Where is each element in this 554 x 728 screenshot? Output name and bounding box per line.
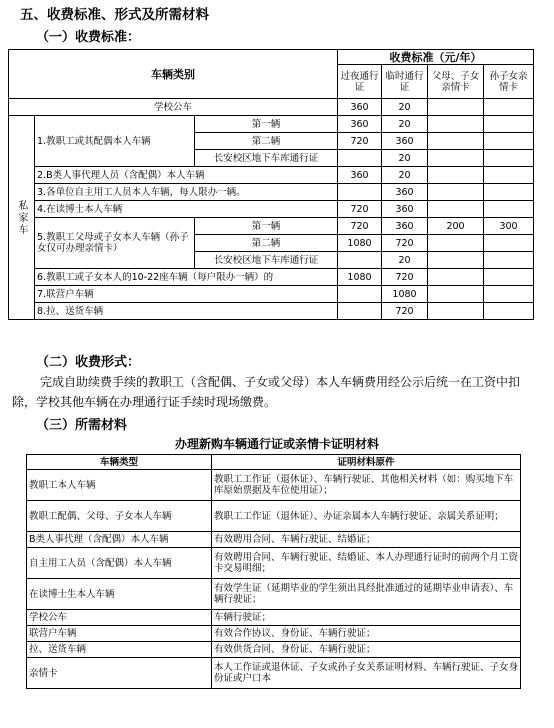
cell-empty xyxy=(484,150,534,167)
cell-empty xyxy=(428,235,484,252)
sub-row-label: 第二辆 xyxy=(195,133,338,150)
cell-overnight: 360 xyxy=(338,167,382,184)
cell-overnight: 720 xyxy=(338,133,382,150)
table-row xyxy=(27,658,521,689)
sub-row-label: 长安校区地下车库通行证 xyxy=(195,150,338,167)
vehicle-type-cell: 联营户车辆 xyxy=(27,626,212,642)
cell-overnight: 360 xyxy=(338,116,382,133)
section-title: 五、收费标准、形式及所需材料 xyxy=(20,7,209,23)
fee-standard-table xyxy=(8,49,534,320)
table-row xyxy=(27,626,521,642)
col-parent-child-card: 父母、子女亲情卡 xyxy=(428,65,484,99)
cell-empty xyxy=(484,133,534,150)
vehicle-type-cell: 自主用工人员（含配偶）本人车辆 xyxy=(27,548,212,579)
cell-empty xyxy=(484,303,534,320)
private-car-label: 私家车 xyxy=(9,116,35,320)
row-label: 6.教职工或子女本人的10-22座车辆（每户限办一辆）的 xyxy=(35,269,338,286)
table-row xyxy=(27,579,521,610)
cell-temp: 360 xyxy=(382,201,428,218)
cell-temp: 720 xyxy=(382,235,428,252)
row-label: 4.在读博士本人车辆 xyxy=(35,201,338,218)
cell-empty xyxy=(484,235,534,252)
table-row xyxy=(9,167,534,184)
row-label: 8.拉、送货车辆 xyxy=(35,303,338,320)
documents-cell: 车辆行驶证； xyxy=(212,610,521,626)
table-row xyxy=(27,610,521,626)
row-label: 3.各单位自主用工人员本人车辆，每人限办一辆。 xyxy=(35,184,338,201)
row-label: 学校公车 xyxy=(9,99,338,116)
cell-empty xyxy=(338,252,382,269)
cell-empty xyxy=(428,201,484,218)
sub-row-label: 第二辆 xyxy=(195,235,338,252)
vehicle-type-cell: 亲情卡 xyxy=(27,658,212,689)
cell-temp: 360 xyxy=(382,218,428,235)
cell-empty xyxy=(484,99,534,116)
col-temporary-pass: 临时通行证 xyxy=(382,65,428,99)
cell-temp: 20 xyxy=(382,99,428,116)
cell-empty xyxy=(428,116,484,133)
table-row xyxy=(27,501,521,532)
table-row xyxy=(9,99,534,116)
cell-overnight: 360 xyxy=(338,99,382,116)
cell-overnight: 1080 xyxy=(338,235,382,252)
row-label: 7.联营户车辆 xyxy=(35,286,338,303)
col-overnight-pass: 过夜通行证 xyxy=(338,65,382,99)
cell-empty xyxy=(338,286,382,303)
table-row xyxy=(27,470,521,501)
sub-row-label: 第一辆 xyxy=(195,218,338,235)
cell-empty xyxy=(428,269,484,286)
cell-temp: 20 xyxy=(382,116,428,133)
documents-cell: 有效学生证（延期毕业的学生须出具经批准通过的延期毕业申请表）、车辆行驶证； xyxy=(212,579,521,610)
cell-empty xyxy=(428,286,484,303)
documents-cell: 有效聘用合同、车辆行驶证、结婚证； xyxy=(212,532,521,548)
cell-temp: 20 xyxy=(382,167,428,184)
table-row xyxy=(9,218,534,235)
cell-empty xyxy=(484,269,534,286)
documents-cell: 有效供货合同、身份证、车辆行驶证； xyxy=(212,642,521,658)
subsection-title-materials: （三）所需材料 xyxy=(36,418,128,433)
table-row xyxy=(9,286,534,303)
fee-form-paragraph: 完成自助续费手续的教职工（含配偶、子女或父母）本人车辆费用经公示后统一在工资中扣除，学校其他车辆在办理通行证手续时现场缴费。 xyxy=(12,375,521,409)
vehicle-type-cell: 教职工配偶、父母、子女本人车辆 xyxy=(27,501,212,532)
cell-overnight: 720 xyxy=(338,218,382,235)
table-row xyxy=(27,642,521,658)
materials-table-title: 办理新购车辆通行证或亲情卡证明材料 xyxy=(174,437,379,451)
sub-row-label: 第一辆 xyxy=(195,116,338,133)
cell-empty xyxy=(484,201,534,218)
cell-temp: 20 xyxy=(382,150,428,167)
documents-cell: 教职工工作证（退休证）、办证亲属本人车辆行驶证、亲属关系证明； xyxy=(212,501,521,532)
vehicle-type-cell: 拉、送货车辆 xyxy=(27,642,212,658)
vehicle-type-cell: 教职工本人车辆 xyxy=(27,470,212,501)
vehicle-type-cell: B类人事代理（含配偶）本人车辆 xyxy=(27,532,212,548)
header-vehicle-category: 车辆类别 xyxy=(9,50,338,99)
cell-empty xyxy=(428,133,484,150)
cell-empty xyxy=(338,184,382,201)
table-row xyxy=(27,532,521,548)
cell-empty xyxy=(338,303,382,320)
table-row xyxy=(9,303,534,320)
cell-overnight: 720 xyxy=(338,201,382,218)
table-row xyxy=(27,548,521,579)
documents-cell: 本人工作证或退休证、子女或孙子女关系证明材料、车辆行驶证、子女身份证或户口本 xyxy=(212,658,521,689)
cell-empty xyxy=(484,184,534,201)
row-label: 5.教职工父母或子女本人车辆（孙子女仅可办理亲情卡） xyxy=(35,218,195,269)
cell-empty xyxy=(428,184,484,201)
header-vehicle-type: 车辆类型 xyxy=(27,455,212,470)
cell-parent-card: 200 xyxy=(428,218,484,235)
cell-empty xyxy=(428,303,484,320)
cell-temp: 20 xyxy=(382,252,428,269)
cell-empty xyxy=(484,252,534,269)
cell-temp: 360 xyxy=(382,133,428,150)
vehicle-type-cell: 在读博士生本人车辆 xyxy=(27,579,212,610)
cell-empty xyxy=(338,150,382,167)
cell-temp: 720 xyxy=(382,269,428,286)
row-label: 1.教职工或其配偶本人车辆 xyxy=(35,116,195,167)
cell-grandchild-card: 300 xyxy=(484,218,534,235)
cell-overnight: 1080 xyxy=(338,269,382,286)
cell-empty xyxy=(484,167,534,184)
vehicle-type-cell: 学校公车 xyxy=(27,610,212,626)
documents-cell: 有效聘用合同、车辆行驶证、结婚证、本人办理通行证时的前两个月工资卡交易明细； xyxy=(212,548,521,579)
cell-empty xyxy=(484,116,534,133)
table-row xyxy=(9,116,534,133)
table-row xyxy=(9,184,534,201)
col-grandchild-card: 孙子女亲情卡 xyxy=(484,65,534,99)
sub-row-label: 长安校区地下车库通行证 xyxy=(195,252,338,269)
documents-cell: 教职工工作证（退休证）、车辆行驶证、其他相关材料（如：购买地下车库原始票据及车位使用证）； xyxy=(212,470,521,501)
cell-empty xyxy=(428,150,484,167)
cell-empty xyxy=(428,167,484,184)
cell-temp: 360 xyxy=(382,184,428,201)
table-row xyxy=(9,269,534,286)
documents-cell: 有效合作协议、身份证、车辆行驶证； xyxy=(212,626,521,642)
subsection-title-fee-form: （二）收费形式： xyxy=(36,355,141,370)
cell-temp: 720 xyxy=(382,303,428,320)
header-fee-standard: 收费标准（元/年） xyxy=(338,50,534,65)
materials-table xyxy=(26,454,521,689)
cell-empty xyxy=(428,99,484,116)
subsection-title-fee-standard: （一）收费标准： xyxy=(36,30,141,45)
row-label: 2.B类人事代理人员（含配偶）本人车辆 xyxy=(35,167,338,184)
cell-empty xyxy=(428,252,484,269)
header-documents: 证明材料原件 xyxy=(212,455,521,470)
table-row xyxy=(9,201,534,218)
cell-temp: 1080 xyxy=(382,286,428,303)
cell-empty xyxy=(484,286,534,303)
